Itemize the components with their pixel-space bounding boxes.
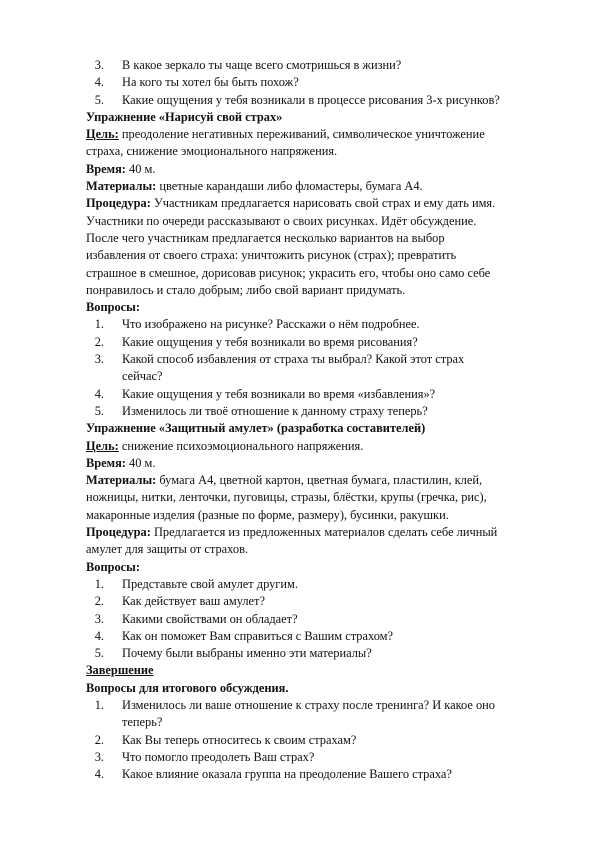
list-item-continuation: теперь? — [122, 715, 163, 730]
exercise-2-time — [86, 455, 551, 472]
list-text: Как Вы теперь относитесь к своим страхам? — [122, 732, 357, 747]
goal-label: Цель: — [86, 127, 119, 142]
list-number: 4. — [94, 386, 104, 401]
list-text: Какие ощущения у тебя возникали в процессе рисования 3-х рисунков? — [122, 92, 500, 107]
list-text: Какими свойствами он обладает? — [122, 611, 298, 626]
list-number: 1. — [94, 576, 104, 591]
exercise-1-materials — [86, 178, 551, 195]
exercise-1-questions-label: Вопросы: — [86, 300, 140, 315]
list-number: 2. — [94, 334, 104, 349]
exercise-2-materials — [86, 472, 551, 489]
goal-text: преодоление негативных переживаний, символическое уничтожение — [118, 127, 485, 142]
materials-text: цветные карандаши либо фломастеры, бумага А4. — [156, 179, 423, 194]
list-number: 5. — [94, 403, 104, 418]
list-text: Что помогло преодолеть Ваш страх? — [122, 749, 315, 764]
list-text: Какой способ избавления от страха ты выбрал? Какой этот страх — [122, 352, 465, 367]
goal-text: снижение психоэмоционального напряжения. — [118, 438, 364, 453]
list-text: Какие ощущения у тебя возникали во время рисования? — [122, 334, 418, 349]
materials-label: Материалы: — [86, 473, 157, 488]
list-text: На кого ты хотел бы быть похож? — [122, 75, 299, 90]
list-text: Изменилось ли твоё отношение к данному страху теперь? — [122, 403, 428, 418]
procedure-line: избавления от своего страха: уничтожить рисунок (страх); превратить — [86, 248, 457, 263]
goal-label: Цель: — [86, 438, 119, 453]
list-text: В какое зеркало ты чаще всего смотришься в жизни? — [122, 58, 402, 72]
list-number: 2. — [94, 594, 104, 609]
list-text: Какое влияние оказала группа на преодоление Вашего страха? — [122, 767, 452, 782]
exercise-1-procedure — [86, 195, 551, 212]
list-item — [86, 351, 551, 368]
exercise-1-time — [86, 161, 551, 178]
list-item — [86, 57, 551, 74]
procedure-line: амулет для защиты от страхов. — [86, 542, 249, 557]
procedure-label: Процедура: — [86, 525, 151, 540]
list-number: 5. — [94, 646, 104, 661]
list-item — [86, 697, 551, 714]
final-questions-title: Вопросы для итогового обсуждения. — [86, 680, 289, 695]
list-text: Как он поможет Вам справиться с Вашим страхом? — [122, 628, 393, 643]
list-item — [86, 334, 551, 351]
materials-line: ножницы, нитки, ленточки, пуговицы, стразы, блёстки, крупы (гречка, рис), — [86, 490, 487, 505]
procedure-text: Участникам предлагается нарисовать свой страх и ему дать имя. — [150, 196, 496, 211]
time-label: Время: — [86, 455, 126, 470]
list-text: Как действует ваш амулет? — [122, 594, 265, 609]
exercise-1-goal — [86, 126, 551, 143]
list-number: 3. — [94, 352, 104, 367]
procedure-line: После чего участникам предлагается несколько вариантов на выбор — [86, 230, 445, 245]
list-item — [86, 749, 551, 766]
final-section-title: Завершение — [86, 663, 154, 678]
list-item — [86, 576, 551, 593]
list-item — [86, 92, 551, 109]
list-item — [86, 766, 551, 783]
exercise-1-goal-cont: страха, снижение эмоционального напряжения. — [86, 144, 338, 159]
list-text: Почему были выбраны именно эти материалы? — [122, 646, 372, 661]
list-text: Представьте свой амулет другим. — [122, 576, 298, 591]
time-value: 40 м. — [125, 161, 156, 176]
list-number: 4. — [94, 75, 104, 90]
list-number: 4. — [94, 767, 104, 782]
list-text: Какие ощущения у тебя возникали во время «избавления»? — [122, 386, 436, 401]
list-number: 3. — [94, 611, 104, 626]
list-number: 3. — [94, 58, 104, 72]
materials-text: бумага А4, цветной картон, цветная бумага, пластилин, клей, — [156, 473, 483, 488]
list-item — [86, 732, 551, 749]
list-item — [86, 316, 551, 333]
list-text: Изменилось ли ваше отношение к страху после тренинга? И какое оно — [122, 697, 495, 712]
list-item — [86, 611, 551, 628]
list-item — [86, 645, 551, 662]
list-number: 3. — [94, 749, 104, 764]
list-number: 2. — [94, 732, 104, 747]
list-item — [86, 593, 551, 610]
procedure-line: понравилось и стало добрым; либо свой вариант придумать. — [86, 282, 406, 297]
procedure-text: Предлагается из предложенных материалов сделать себе личный — [150, 525, 498, 540]
list-item — [86, 403, 551, 420]
exercise-2-goal — [86, 438, 551, 455]
list-item-continuation: сейчас? — [122, 369, 163, 384]
exercise-2-title: Упражнение «Защитный амулет» (разработка составителей) — [86, 421, 426, 436]
document-page — [86, 57, 551, 783]
list-number: 1. — [94, 697, 104, 712]
list-number: 4. — [94, 628, 104, 643]
procedure-label: Процедура: — [86, 196, 151, 211]
list-text: Что изображено на рисунке? Расскажи о нём подробнее. — [122, 317, 420, 332]
list-item — [86, 74, 551, 91]
exercise-2-procedure — [86, 524, 551, 541]
materials-line: макаронные изделия (разные по форме, размеру), бусинки, ракушки. — [86, 507, 449, 522]
procedure-line: страшное в смешное, дорисовав рисунок; украсить его, чтобы оно само себе — [86, 265, 491, 280]
list-number: 1. — [94, 317, 104, 332]
time-label: Время: — [86, 161, 126, 176]
procedure-line: Участники по очереди рассказывают о своих рисунках. Идёт обсуждение. — [86, 213, 477, 228]
materials-label: Материалы: — [86, 179, 157, 194]
list-item — [86, 386, 551, 403]
time-value: 40 м. — [125, 455, 156, 470]
exercise-2-questions-label: Вопросы: — [86, 559, 140, 574]
exercise-1-title: Упражнение «Нарисуй свой страх» — [86, 109, 283, 124]
list-number: 5. — [94, 92, 104, 107]
list-item — [86, 628, 551, 645]
